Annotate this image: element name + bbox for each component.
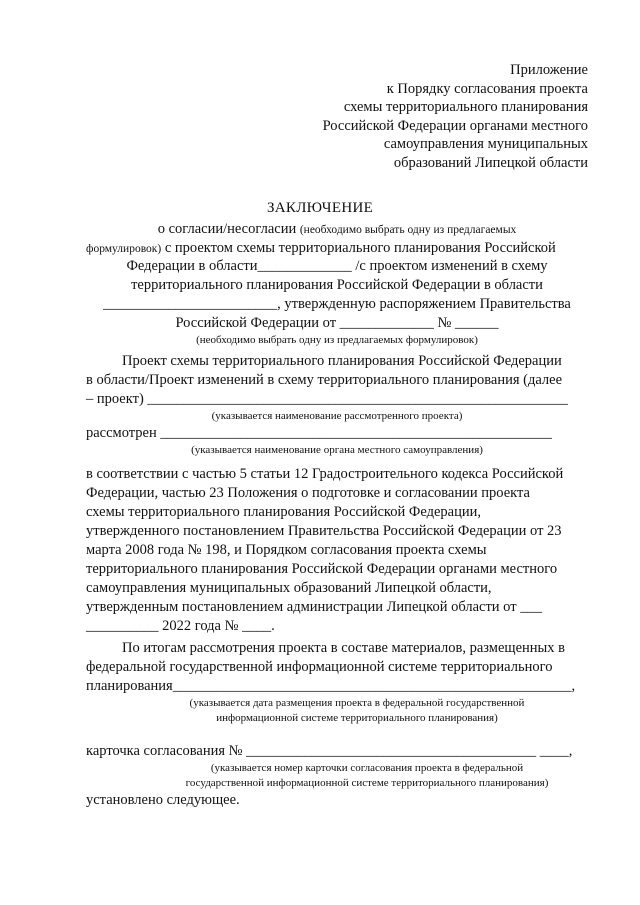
paragraph-line: схемы территориального планирования Российской Федерации, xyxy=(86,504,481,520)
appendix-line: к Порядку согласования проекта xyxy=(386,80,588,97)
appendix-header xyxy=(323,61,588,172)
field-note: (указывается номер карточки согласования проекта в федеральной xyxy=(210,762,524,774)
paragraph-line: марта 2008 года № 198, и Порядком согласования проекта схемы xyxy=(86,542,487,558)
paragraph-line: самоуправления муниципальных образований Липецкой области, xyxy=(86,580,492,596)
field-note: информационной системе территориального планирования) xyxy=(216,712,498,724)
appendix-line: образований Липецкой области xyxy=(393,154,588,171)
paragraph-line: федеральной государственной информационной системе территориального xyxy=(86,659,553,675)
paragraph-4 xyxy=(86,742,588,810)
subtitle-small-text: (необходимо выбрать одну из предлагаемых xyxy=(299,224,517,236)
paragraph-line: утвержденного постановлением Правительства Российской Федерации от 23 xyxy=(86,523,562,539)
paragraph-line: в области/Проект изменений в схему территориального планирования (далее xyxy=(86,372,563,388)
appendix-line: Приложение xyxy=(510,62,588,78)
appendix-line: Российской Федерации органами местного xyxy=(322,117,588,134)
paragraph-line: территориального планирования Российской Федерации органами местного xyxy=(86,561,558,577)
paragraph-line: __________ 2022 года № ____. xyxy=(86,618,275,634)
appendix-line: схемы территориального планирования xyxy=(343,99,588,115)
paragraph-3 xyxy=(86,639,588,726)
subtitle-small-text: формулировок) xyxy=(86,243,162,255)
subtitle-text: с проектом схемы территориального планирования Российской xyxy=(164,240,556,256)
field-note: (указывается дата размещения проекта в федеральной государственной xyxy=(189,697,525,709)
paragraph-line: карточка согласования № ________________________________________ ____, xyxy=(86,743,573,759)
paragraph-line: установлено следующее. xyxy=(86,792,240,808)
paragraph-line: в соответствии с частью 5 статьи 12 Градостроительного кодекса Российской xyxy=(86,466,564,482)
field-note: (указывается наименование органа местного самоуправления) xyxy=(191,444,483,456)
subtitle-line: ________________________, утвержденную распоряжением Правительства xyxy=(103,296,571,312)
paragraph-line: Федерации, частью 23 Положения о подготовке и согласовании проекта xyxy=(86,485,530,501)
subtitle-line xyxy=(86,220,588,239)
document-title: ЗАКЛЮЧЕНИЕ xyxy=(266,200,374,216)
field-note: государственной информационной системе территориального планирования) xyxy=(185,777,549,789)
subtitle-line xyxy=(86,239,588,257)
paragraph-line: утвержденным постановлением администрации Липецкой области от ___ xyxy=(86,599,542,615)
paragraph-line: Проект схемы территориального планирования Российской Федерации xyxy=(122,353,562,369)
subtitle-line: Федерации в области_____________ /с проектом изменений в схему xyxy=(126,258,548,274)
paragraph-line: По итогам рассмотрения проекта в составе материалов, размещенных в xyxy=(122,640,565,656)
subtitle-block xyxy=(86,220,588,348)
subtitle-text: о согласии/несогласии xyxy=(157,221,297,237)
paragraph-line: планирования_______________________________________________________, xyxy=(86,678,576,694)
paragraph-line: рассмотрен ______________________________________________________ xyxy=(86,425,552,441)
field-note: (указывается наименование рассмотренного проекта) xyxy=(211,410,463,422)
paragraph-1 xyxy=(86,352,588,458)
paragraph-2 xyxy=(86,465,588,636)
appendix-line: самоуправления муниципальных xyxy=(383,136,588,152)
subtitle-note: (необходимо выбрать одну из предлагаемых формулировок) xyxy=(196,334,478,346)
subtitle-line: территориального планирования Российской Федерации в области xyxy=(131,277,543,293)
subtitle-line: Российской Федерации от _____________ № ______ xyxy=(175,315,499,331)
paragraph-line: – проект) __________________________________________________________ xyxy=(86,391,568,407)
